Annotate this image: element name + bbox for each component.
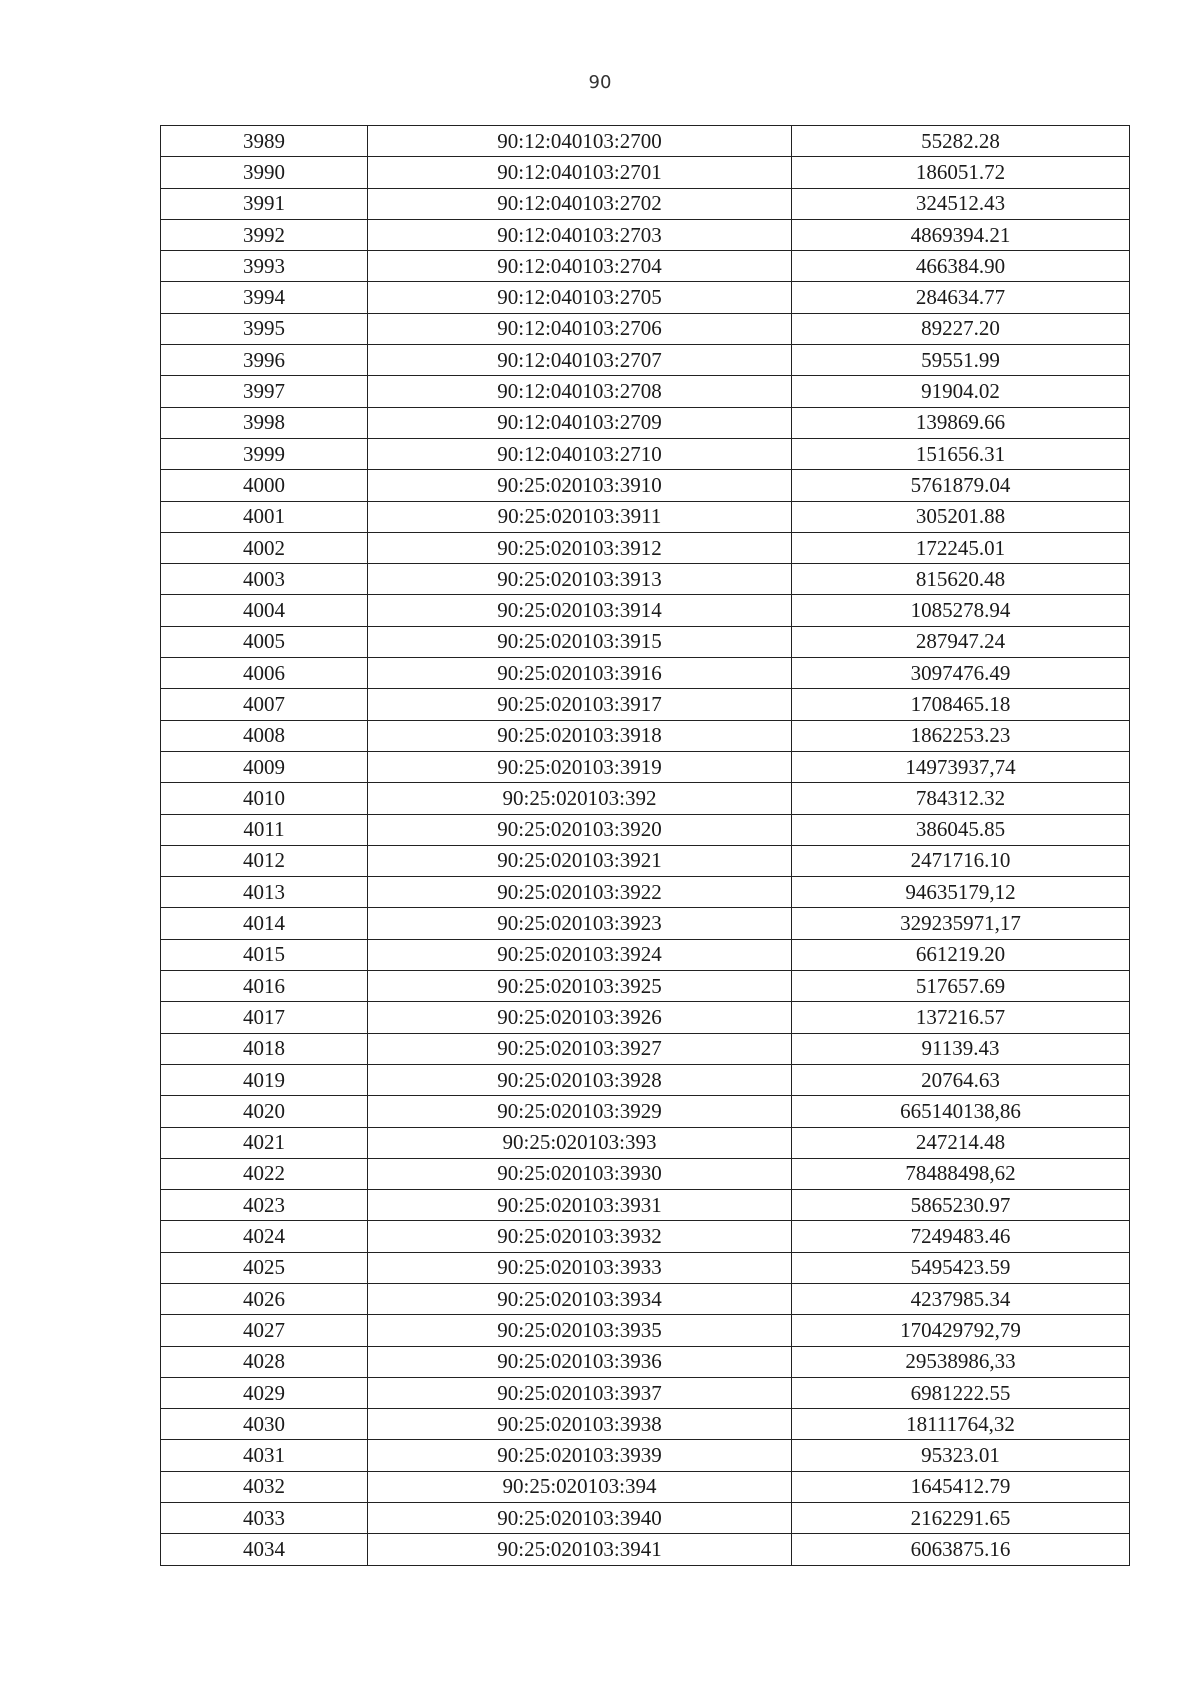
cadastral-number-cell: 90:12:040103:2706 — [368, 313, 792, 344]
cadastral-value-cell: 2471716.10 — [792, 845, 1130, 876]
table-row — [161, 877, 1130, 908]
cadastral-value-cell: 1862253.23 — [792, 720, 1130, 751]
cadastral-number-cell: 90:25:020103:3915 — [368, 626, 792, 657]
table-row — [161, 720, 1130, 751]
cadastral-value-cell: 1645412.79 — [792, 1471, 1130, 1502]
cadastral-value-cell: 14973937,74 — [792, 751, 1130, 782]
row-number-cell: 4016 — [161, 971, 368, 1002]
row-number-cell: 3995 — [161, 313, 368, 344]
row-number-cell: 4009 — [161, 751, 368, 782]
cadastral-number-cell: 90:25:020103:3926 — [368, 1002, 792, 1033]
table-body — [161, 126, 1130, 1566]
cadastral-number-cell: 90:25:020103:3911 — [368, 501, 792, 532]
table-row — [161, 1190, 1130, 1221]
cadastral-value-cell: 665140138,86 — [792, 1096, 1130, 1127]
cadastral-value-cell: 170429792,79 — [792, 1315, 1130, 1346]
cadastral-value-cell: 1085278.94 — [792, 595, 1130, 626]
cadastral-value-cell: 247214.48 — [792, 1127, 1130, 1158]
table-row — [161, 313, 1130, 344]
table-row — [161, 1002, 1130, 1033]
cadastral-number-cell: 90:25:020103:3924 — [368, 939, 792, 970]
row-number-cell: 4013 — [161, 877, 368, 908]
table-row — [161, 126, 1130, 157]
row-number-cell: 4022 — [161, 1158, 368, 1189]
cadastral-number-cell: 90:25:020103:3916 — [368, 658, 792, 689]
table-row — [161, 282, 1130, 313]
cadastral-value-cell: 151656.31 — [792, 438, 1130, 469]
row-number-cell: 4012 — [161, 845, 368, 876]
cadastral-number-cell: 90:25:020103:3930 — [368, 1158, 792, 1189]
table-row — [161, 1252, 1130, 1283]
cadastral-value-cell: 172245.01 — [792, 532, 1130, 563]
row-number-cell: 4032 — [161, 1471, 368, 1502]
table-row — [161, 251, 1130, 282]
row-number-cell: 4033 — [161, 1503, 368, 1534]
row-number-cell: 4003 — [161, 564, 368, 595]
cadastral-number-cell: 90:25:020103:3912 — [368, 532, 792, 563]
table-row — [161, 1503, 1130, 1534]
cadastral-number-cell: 90:25:020103:3936 — [368, 1346, 792, 1377]
cadastral-value-cell: 517657.69 — [792, 971, 1130, 1002]
cadastral-value-cell: 329235971,17 — [792, 908, 1130, 939]
row-number-cell: 3992 — [161, 219, 368, 250]
cadastral-number-cell: 90:25:020103:3937 — [368, 1377, 792, 1408]
row-number-cell: 4008 — [161, 720, 368, 751]
cadastral-number-cell: 90:25:020103:3933 — [368, 1252, 792, 1283]
row-number-cell: 4006 — [161, 658, 368, 689]
cadastral-value-cell: 18111764,32 — [792, 1409, 1130, 1440]
table-row — [161, 407, 1130, 438]
row-number-cell: 3997 — [161, 376, 368, 407]
cadastral-value-cell: 784312.32 — [792, 783, 1130, 814]
cadastral-number-cell: 90:12:040103:2704 — [368, 251, 792, 282]
cadastral-value-cell: 95323.01 — [792, 1440, 1130, 1471]
cadastral-number-cell: 90:12:040103:2703 — [368, 219, 792, 250]
table-row — [161, 1471, 1130, 1502]
cadastral-value-cell: 284634.77 — [792, 282, 1130, 313]
cadastral-number-cell: 90:25:020103:394 — [368, 1471, 792, 1502]
cadastral-number-cell: 90:25:020103:3938 — [368, 1409, 792, 1440]
cadastral-value-cell: 661219.20 — [792, 939, 1130, 970]
cadastral-number-cell: 90:25:020103:3917 — [368, 689, 792, 720]
row-number-cell: 4021 — [161, 1127, 368, 1158]
cadastral-value-cell: 386045.85 — [792, 814, 1130, 845]
row-number-cell: 4005 — [161, 626, 368, 657]
cadastral-value-cell: 186051.72 — [792, 157, 1130, 188]
cadastral-number-cell: 90:25:020103:3939 — [368, 1440, 792, 1471]
table-row — [161, 470, 1130, 501]
cadastral-number-cell: 90:12:040103:2710 — [368, 438, 792, 469]
table-row — [161, 1096, 1130, 1127]
table-row — [161, 689, 1130, 720]
row-number-cell: 3994 — [161, 282, 368, 313]
table-row — [161, 1440, 1130, 1471]
row-number-cell: 4001 — [161, 501, 368, 532]
cadastral-value-cell: 5865230.97 — [792, 1190, 1130, 1221]
cadastral-value-cell: 29538986,33 — [792, 1346, 1130, 1377]
row-number-cell: 3993 — [161, 251, 368, 282]
cadastral-value-cell: 5761879.04 — [792, 470, 1130, 501]
table-row — [161, 564, 1130, 595]
table-row — [161, 157, 1130, 188]
row-number-cell: 4000 — [161, 470, 368, 501]
cadastral-number-cell: 90:25:020103:3923 — [368, 908, 792, 939]
cadastral-number-cell: 90:25:020103:3927 — [368, 1033, 792, 1064]
cadastral-value-cell: 78488498,62 — [792, 1158, 1130, 1189]
row-number-cell: 4031 — [161, 1440, 368, 1471]
cadastral-value-cell: 4237985.34 — [792, 1283, 1130, 1314]
cadastral-number-cell: 90:12:040103:2702 — [368, 188, 792, 219]
row-number-cell: 3998 — [161, 407, 368, 438]
page-number: 90 — [588, 72, 612, 93]
row-number-cell: 4023 — [161, 1190, 368, 1221]
cadastral-number-cell: 90:25:020103:3940 — [368, 1503, 792, 1534]
cadastral-number-cell: 90:25:020103:3918 — [368, 720, 792, 751]
cadastral-value-cell: 7249483.46 — [792, 1221, 1130, 1252]
cadastral-number-cell: 90:25:020103:3941 — [368, 1534, 792, 1565]
table-row — [161, 1534, 1130, 1565]
cadastral-value-cell: 4869394.21 — [792, 219, 1130, 250]
table-row — [161, 783, 1130, 814]
table-row — [161, 1064, 1130, 1095]
table-row — [161, 1158, 1130, 1189]
row-number-cell: 4015 — [161, 939, 368, 970]
table-row — [161, 1127, 1130, 1158]
row-number-cell: 4014 — [161, 908, 368, 939]
row-number-cell: 3989 — [161, 126, 368, 157]
table-row — [161, 345, 1130, 376]
cadastral-value-cell: 1708465.18 — [792, 689, 1130, 720]
cadastral-number-cell: 90:25:020103:3935 — [368, 1315, 792, 1346]
row-number-cell: 4004 — [161, 595, 368, 626]
cadastral-number-cell: 90:12:040103:2709 — [368, 407, 792, 438]
cadastral-number-cell: 90:25:020103:3914 — [368, 595, 792, 626]
cadastral-number-cell: 90:25:020103:3920 — [368, 814, 792, 845]
row-number-cell: 4020 — [161, 1096, 368, 1127]
table-row — [161, 971, 1130, 1002]
cadastral-value-table — [160, 125, 1130, 1566]
cadastral-value-cell: 6063875.16 — [792, 1534, 1130, 1565]
table-row — [161, 814, 1130, 845]
row-number-cell: 4028 — [161, 1346, 368, 1377]
row-number-cell: 3996 — [161, 345, 368, 376]
table-row — [161, 908, 1130, 939]
cadastral-number-cell: 90:25:020103:3932 — [368, 1221, 792, 1252]
cadastral-value-cell: 137216.57 — [792, 1002, 1130, 1033]
cadastral-number-cell: 90:12:040103:2705 — [368, 282, 792, 313]
table-row — [161, 626, 1130, 657]
row-number-cell: 4018 — [161, 1033, 368, 1064]
row-number-cell: 4007 — [161, 689, 368, 720]
row-number-cell: 4029 — [161, 1377, 368, 1408]
table-row — [161, 1283, 1130, 1314]
cadastral-value-cell: 5495423.59 — [792, 1252, 1130, 1283]
cadastral-number-cell: 90:25:020103:3925 — [368, 971, 792, 1002]
table-row — [161, 751, 1130, 782]
row-number-cell: 4026 — [161, 1283, 368, 1314]
table-row — [161, 501, 1130, 532]
cadastral-number-cell: 90:12:040103:2701 — [368, 157, 792, 188]
row-number-cell: 4011 — [161, 814, 368, 845]
row-number-cell: 4010 — [161, 783, 368, 814]
cadastral-number-cell: 90:25:020103:3919 — [368, 751, 792, 782]
cadastral-number-cell: 90:12:040103:2708 — [368, 376, 792, 407]
table-row — [161, 1315, 1130, 1346]
table-row — [161, 939, 1130, 970]
table-row — [161, 658, 1130, 689]
row-number-cell: 3991 — [161, 188, 368, 219]
cadastral-value-cell: 815620.48 — [792, 564, 1130, 595]
cadastral-value-cell: 89227.20 — [792, 313, 1130, 344]
cadastral-value-cell: 287947.24 — [792, 626, 1130, 657]
cadastral-number-cell: 90:12:040103:2700 — [368, 126, 792, 157]
cadastral-value-cell: 139869.66 — [792, 407, 1130, 438]
row-number-cell: 4017 — [161, 1002, 368, 1033]
cadastral-number-cell: 90:25:020103:3928 — [368, 1064, 792, 1095]
cadastral-number-cell: 90:25:020103:3922 — [368, 877, 792, 908]
row-number-cell: 4019 — [161, 1064, 368, 1095]
row-number-cell: 4024 — [161, 1221, 368, 1252]
row-number-cell: 4034 — [161, 1534, 368, 1565]
table-row — [161, 1377, 1130, 1408]
cadastral-value-cell: 2162291.65 — [792, 1503, 1130, 1534]
table-row — [161, 1346, 1130, 1377]
table-row — [161, 188, 1130, 219]
cadastral-number-cell: 90:25:020103:3929 — [368, 1096, 792, 1127]
cadastral-number-cell: 90:25:020103:3910 — [368, 470, 792, 501]
cadastral-value-cell: 305201.88 — [792, 501, 1130, 532]
cadastral-value-cell: 59551.99 — [792, 345, 1130, 376]
row-number-cell: 4025 — [161, 1252, 368, 1283]
table-row — [161, 1409, 1130, 1440]
cadastral-number-cell: 90:25:020103:3931 — [368, 1190, 792, 1221]
cadastral-number-cell: 90:25:020103:392 — [368, 783, 792, 814]
cadastral-value-cell: 6981222.55 — [792, 1377, 1130, 1408]
cadastral-value-cell: 91139.43 — [792, 1033, 1130, 1064]
table-row — [161, 595, 1130, 626]
row-number-cell: 3999 — [161, 438, 368, 469]
cadastral-value-cell: 20764.63 — [792, 1064, 1130, 1095]
cadastral-value-cell: 466384.90 — [792, 251, 1130, 282]
cadastral-number-cell: 90:25:020103:3913 — [368, 564, 792, 595]
cadastral-value-cell: 3097476.49 — [792, 658, 1130, 689]
cadastral-value-cell: 94635179,12 — [792, 877, 1130, 908]
table-row — [161, 1033, 1130, 1064]
cadastral-value-cell: 324512.43 — [792, 188, 1130, 219]
cadastral-number-cell: 90:25:020103:393 — [368, 1127, 792, 1158]
table-row — [161, 1221, 1130, 1252]
table-row — [161, 376, 1130, 407]
table-row — [161, 438, 1130, 469]
row-number-cell: 4027 — [161, 1315, 368, 1346]
table-row — [161, 532, 1130, 563]
cadastral-number-cell: 90:25:020103:3934 — [368, 1283, 792, 1314]
table-row — [161, 219, 1130, 250]
cadastral-number-cell: 90:12:040103:2707 — [368, 345, 792, 376]
table-row — [161, 845, 1130, 876]
cadastral-value-cell: 91904.02 — [792, 376, 1130, 407]
row-number-cell: 4002 — [161, 532, 368, 563]
row-number-cell: 3990 — [161, 157, 368, 188]
row-number-cell: 4030 — [161, 1409, 368, 1440]
cadastral-number-cell: 90:25:020103:3921 — [368, 845, 792, 876]
cadastral-value-cell: 55282.28 — [792, 126, 1130, 157]
